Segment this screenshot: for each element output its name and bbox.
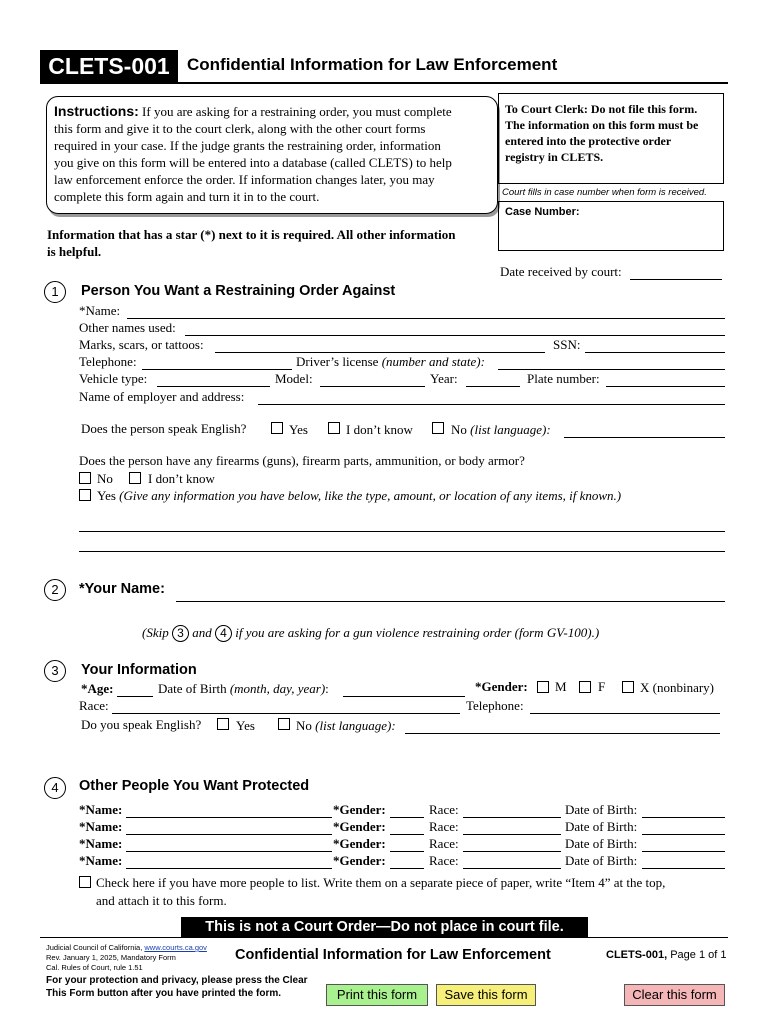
s1-firearms-yes-checkbox[interactable] (79, 489, 91, 501)
required-note: Information that has a star (*) next to it is required. All other information is helpful. (47, 227, 456, 259)
s4-person-1-race-label: Race: (429, 802, 459, 817)
s1-telephone-field[interactable] (142, 369, 292, 370)
s1-english-dont-know-checkbox[interactable] (328, 422, 340, 434)
s1-plate-label: Plate number: (527, 371, 600, 386)
s4-person-3-name-field[interactable] (126, 851, 332, 852)
s1-marks-field[interactable] (215, 352, 545, 353)
s3-dob-field[interactable] (343, 696, 465, 697)
s3-gender-x-label: X (nonbinary) (640, 680, 715, 695)
s1-english-question: Does the person speak English? (81, 421, 247, 436)
s4-person-3-gender-field[interactable] (390, 851, 424, 852)
s4-person-1-dob-field[interactable] (642, 817, 725, 818)
s1-firearms-no-checkbox[interactable] (79, 472, 91, 484)
save-form-button[interactable]: Save this form (436, 984, 536, 1006)
s4-person-4-gender-field[interactable] (390, 868, 424, 869)
s1-vehicle-type-field[interactable] (157, 386, 270, 387)
s3-telephone-field[interactable] (530, 713, 720, 714)
s1-telephone-label: Telephone: (79, 354, 137, 369)
s4-person-3-race-field[interactable] (463, 851, 561, 852)
s4-person-3-dob-field[interactable] (642, 851, 725, 852)
s1-other-names-field[interactable] (185, 335, 725, 336)
s3-english-language-field[interactable] (405, 733, 720, 734)
s3-english-no-label: No (list language): (296, 718, 396, 733)
s4-person-4-gender-label: *Gender: (333, 853, 386, 868)
s4-person-4-name-field[interactable] (126, 868, 332, 869)
form-title: Confidential Information for Law Enforcement (187, 55, 558, 74)
form-code-badge: CLETS-001 (40, 50, 178, 82)
s3-english-yes-checkbox[interactable] (217, 718, 229, 730)
footer-council: Judicial Council of California, www.courts.ca.gov (46, 943, 207, 952)
instructions-text: Instructions: If you are asking for a restraining order, you must complete this form and give it to the court clerk, along with the other court forms required in your case. If the judge grants the restraining order, information you give on this form will be entered into a database (called CLETS) to help law enforcement enforce the order. If information changes later, you may complete this form again and turn it in to the court. (54, 103, 452, 204)
footer-title: Confidential Information for Law Enforcement (235, 947, 551, 963)
skip-item-4-ref: 4 (215, 625, 232, 642)
s4-person-1-dob-label: Date of Birth: (565, 802, 638, 817)
s1-other-names-label: Other names used: (79, 320, 176, 335)
s4-person-2-dob-field[interactable] (642, 834, 725, 835)
s1-employer-field[interactable] (258, 404, 725, 405)
s4-person-2-gender-label: *Gender: (333, 819, 386, 834)
section-2-number: 2 (44, 579, 66, 601)
s4-person-3-dob-label: Date of Birth: (565, 836, 638, 851)
footer-council-link[interactable]: www.courts.ca.gov (144, 943, 207, 952)
s4-person-3-race-label: Race: (429, 836, 459, 851)
s1-marks-label: Marks, scars, or tattoos: (79, 337, 204, 352)
s4-person-4-race-field[interactable] (463, 868, 561, 869)
s1-model-label: Model: (275, 371, 313, 386)
date-received-field[interactable] (630, 279, 722, 280)
footer-page: CLETS-001, Page 1 of 1 (606, 949, 727, 961)
s1-plate-field[interactable] (606, 386, 725, 387)
s3-telephone-label: Telephone: (466, 698, 524, 713)
s3-dob-label: Date of Birth (month, day, year): (158, 681, 329, 696)
s3-gender-label: *Gender: (475, 679, 528, 694)
section-1-heading: Person You Want a Restraining Order Against (81, 283, 396, 299)
section-2-heading: *Your Name: (79, 581, 165, 597)
s2-skip-note: (Skip 3 and 4 if you are asking for a gun violence restraining order (form GV-100).) (142, 625, 600, 640)
s1-english-no-checkbox[interactable] (432, 422, 444, 434)
s4-person-1-race-field[interactable] (463, 817, 561, 818)
s4-person-1-gender-field[interactable] (390, 817, 424, 818)
s3-gender-x-checkbox[interactable] (622, 681, 634, 693)
s4-person-2-race-field[interactable] (463, 834, 561, 835)
s3-gender-m-label: M (555, 679, 567, 694)
s1-firearms-detail-line-1[interactable] (79, 531, 725, 532)
footer-rule (40, 937, 728, 938)
s4-person-2-race-label: Race: (429, 819, 459, 834)
section-3-number: 3 (44, 660, 66, 682)
footer-privacy-note: For your protection and privacy, please press the Clear This Form button after you have printed the form. (46, 975, 308, 999)
s2-your-name-field[interactable] (176, 601, 725, 602)
s1-firearms-no-label: No (97, 471, 113, 486)
case-number-label: Case Number: (505, 206, 580, 218)
s1-ssn-label: SSN: (553, 337, 581, 352)
s3-gender-m-checkbox[interactable] (537, 681, 549, 693)
section-1-number: 1 (44, 281, 66, 303)
s4-person-1-name-label: *Name: (79, 802, 123, 817)
s4-person-1-name-field[interactable] (126, 817, 332, 818)
s4-person-2-name-field[interactable] (126, 834, 332, 835)
footer-rev: Rev. January 1, 2025, Mandatory Form (46, 953, 176, 962)
not-court-order-banner: This is not a Court Order—Do not place in court file. (181, 917, 588, 937)
clerk-notice-text: To Court Clerk: Do not file this form. The information on this form must be entered into the protective order registry in CLETS. (505, 102, 699, 164)
s1-firearms-detail-line-2[interactable] (79, 551, 725, 552)
s1-year-label: Year: (430, 371, 458, 386)
section-4-heading: Other People You Want Protected (79, 778, 310, 794)
s1-drivers-license-label: Driver’s license (number and state): (296, 354, 485, 369)
s4-person-4-name-label: *Name: (79, 853, 123, 868)
s1-firearms-dont-know-label: I don’t know (148, 471, 215, 486)
s1-english-dont-know-label: I don’t know (346, 422, 413, 437)
s1-english-yes-checkbox[interactable] (271, 422, 283, 434)
s4-more-people-text: Check here if you have more people to list. Write them on a separate piece of paper, write “Item 4” at the top, and attach it to this form. (96, 875, 666, 908)
date-received-label: Date received by court: (500, 264, 622, 279)
s1-ssn-field[interactable] (585, 352, 725, 353)
s3-gender-f-label: F (598, 679, 606, 694)
s1-name-label: *Name: (79, 303, 121, 318)
s4-person-1-gender-label: *Gender: (333, 802, 386, 817)
s4-person-4-race-label: Race: (429, 853, 459, 868)
section-3-heading: Your Information (81, 662, 197, 678)
header-rule (40, 82, 728, 84)
s1-english-yes-label: Yes (289, 422, 308, 437)
skip-item-3-ref: 3 (172, 625, 189, 642)
clear-form-button[interactable]: Clear this form (624, 984, 725, 1006)
s3-race-label: Race: (79, 698, 109, 713)
print-form-button[interactable]: Print this form (326, 984, 428, 1006)
s1-name-field[interactable] (127, 318, 725, 319)
s3-english-no-checkbox[interactable] (278, 718, 290, 730)
s3-age-label: *Age: (81, 681, 114, 696)
s4-person-3-name-label: *Name: (79, 836, 123, 851)
s4-more-people-checkbox[interactable] (79, 876, 91, 888)
s1-employer-label: Name of employer and address: (79, 389, 245, 404)
footer-rules: Cal. Rules of Court, rule 1.51 (46, 963, 143, 972)
s1-firearms-dont-know-checkbox[interactable] (129, 472, 141, 484)
s3-age-field[interactable] (117, 696, 153, 697)
s1-english-no-label: No (list language): (451, 422, 551, 437)
s4-person-2-dob-label: Date of Birth: (565, 819, 638, 834)
section-4-number: 4 (44, 777, 66, 799)
s4-person-2-gender-field[interactable] (390, 834, 424, 835)
s3-english-yes-label: Yes (236, 718, 255, 733)
s1-english-language-field[interactable] (564, 437, 725, 438)
s1-year-field[interactable] (466, 386, 520, 387)
s4-person-3-gender-label: *Gender: (333, 836, 386, 851)
s3-english-question: Do you speak English? (81, 717, 202, 732)
s3-gender-f-checkbox[interactable] (579, 681, 591, 693)
s1-vehicle-type-label: Vehicle type: (79, 371, 148, 386)
s1-drivers-license-field[interactable] (498, 369, 725, 370)
s4-person-2-name-label: *Name: (79, 819, 123, 834)
s1-firearms-yes-label: Yes (Give any information you have below, like the type, amount, or location of any items, if known.) (97, 488, 622, 503)
s1-model-field[interactable] (320, 386, 425, 387)
s4-person-4-dob-field[interactable] (642, 868, 725, 869)
case-number-note: Court fills in case number when form is received. (502, 187, 707, 198)
s4-person-4-dob-label: Date of Birth: (565, 853, 638, 868)
s3-race-field[interactable] (112, 713, 460, 714)
s1-firearms-question: Does the person have any firearms (guns), firearm parts, ammunition, or body armor? (79, 453, 525, 468)
